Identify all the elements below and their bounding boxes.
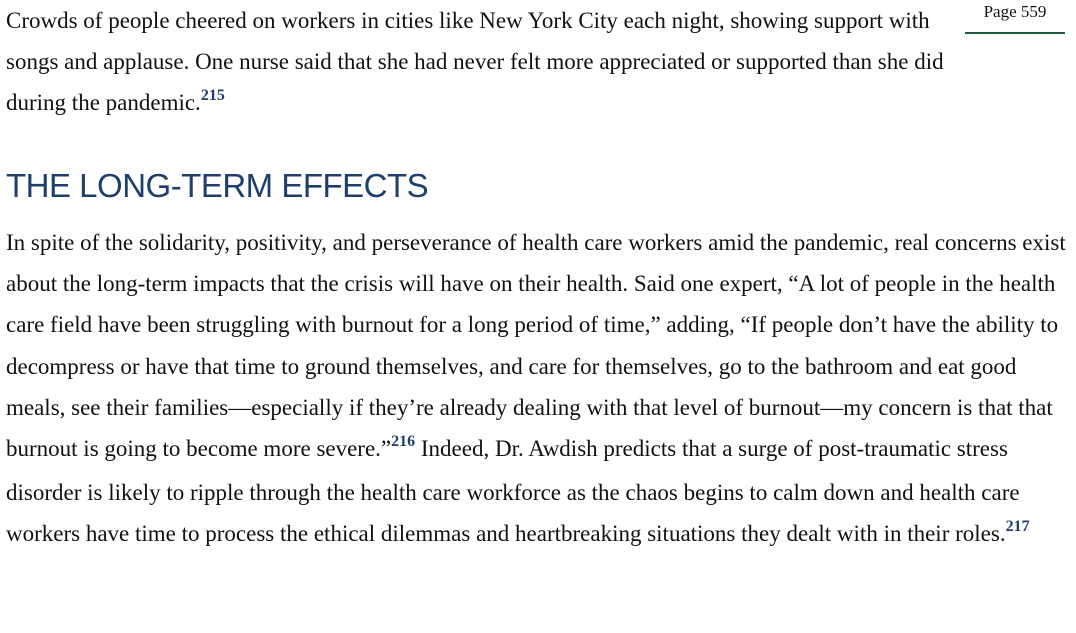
paragraph-text: Crowds of people cheered on workers in cities like New York City each night, showing support with songs and applause. One nurse said that she had never felt more appreciated or supported than she did during the pandemic.	[6, 8, 944, 116]
page-number-underline	[965, 32, 1065, 34]
footnote-215[interactable]: 215	[200, 87, 225, 105]
section-heading: THE LONG-TERM EFFECTS	[6, 167, 429, 204]
paragraph-intro	[6, 0, 966, 127]
page-number: Page 559	[983, 2, 1047, 21]
paragraph-text-continued: Indeed, Dr. Awdish predicts that a surge of post-traumatic stress disorder is likely to ripple through the health care workforce as the chaos begins to calm down and health care workers have time to process the ethical dilemmas and heartbreaking situations they dealt with in their roles.	[6, 436, 1020, 547]
footnote-217[interactable]: 217	[1005, 518, 1030, 536]
footnote-216[interactable]: 216	[391, 433, 416, 451]
paragraph-text: In spite of the solidarity, positivity, and perseverance of health care workers amid the pandemic, real concerns exist about the long-term impacts that the crisis will have on their health. Said one expert, “A lot of people in the health care field have been struggling with burnout for a long period of time,” adding, “If people don’t have the ability to decompress or have that time to ground themselves, and care for themselves, go to the bathroom and eat good meals, see their families—especially if they’re already dealing with that level of burnout—my concern is that that burnout is going to become more severe.”	[6, 230, 1066, 462]
paragraph-long-term	[6, 222, 1072, 558]
